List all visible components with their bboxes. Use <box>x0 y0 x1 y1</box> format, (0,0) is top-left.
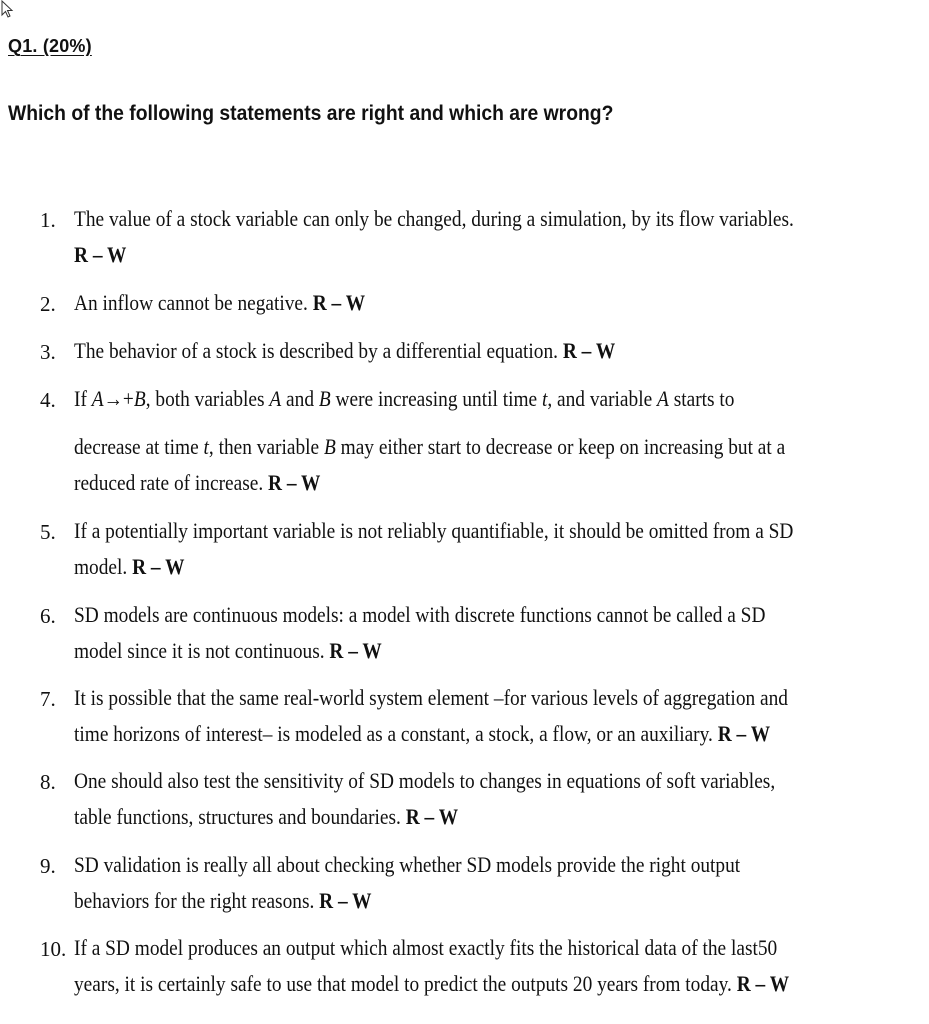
statement-text: It is possible that the same real-world system element –for various levels of aggregation and <box>74 685 788 710</box>
statement-text: One should also test the sensitivity of SD models to changes in equations of soft variables, <box>74 768 776 793</box>
item-number: 3. <box>40 340 56 364</box>
right-wrong-marker[interactable]: R – W <box>405 804 459 829</box>
right-wrong-marker[interactable]: R – W <box>268 470 321 495</box>
statement-text: If A→+B, both variables A and B were increasing until time t, and variable A starts to <box>74 386 735 411</box>
statement-text: The value of a stock variable can only be changed, during a simulation, by its flow variables. <box>74 206 794 231</box>
statement-text: behaviors for the right reasons. R – W <box>74 888 372 913</box>
right-wrong-marker[interactable]: R – W <box>717 721 771 746</box>
right-wrong-marker[interactable]: R – W <box>312 290 366 315</box>
statement-text: SD models are continuous models: a model with discrete functions cannot be called a SD <box>74 602 766 627</box>
item-number: 4. <box>40 388 56 412</box>
item-number: 5. <box>40 520 56 544</box>
statement-text: table functions, structures and boundaries. R – W <box>74 804 459 829</box>
statement-text: If a potentially important variable is not reliably quantifiable, it should be omitted from a SD <box>74 518 794 543</box>
item-number: 2. <box>40 292 56 316</box>
statement-text: model since it is not continuous. R – W <box>74 638 382 663</box>
item-number: 6. <box>40 604 56 628</box>
item-number: 8. <box>40 770 56 794</box>
item-number: 7. <box>40 687 56 711</box>
statement-text: time horizons of interest– is modeled as a constant, a stock, a flow, or an auxiliary. R – W <box>74 721 771 746</box>
right-wrong-marker[interactable]: R – W <box>562 338 616 363</box>
question-prompt: Which of the following statements are right and which are wrong? <box>8 102 614 125</box>
statement-text: model. R – W <box>74 554 185 579</box>
right-wrong-marker[interactable]: R – W <box>74 242 127 267</box>
question-title: Q1. (20%) <box>8 36 92 56</box>
right-wrong-marker[interactable]: R – W <box>319 888 372 913</box>
right-wrong-marker[interactable]: R – W <box>329 638 382 663</box>
statement-text: reduced rate of increase. R – W <box>74 470 321 495</box>
statement-text: An inflow cannot be negative. R – W <box>74 290 366 315</box>
statement-text: SD validation is really all about checking whether SD models provide the right output <box>74 852 741 877</box>
item-number: 9. <box>40 854 56 878</box>
statement-text: years, it is certainly safe to use that model to predict the outputs 20 years from today. R – W <box>74 971 790 996</box>
item-number: 1. <box>40 208 56 232</box>
statement-text: If a SD model produces an output which almost exactly fits the historical data of the last50 <box>74 935 778 960</box>
right-wrong-marker[interactable]: R – W <box>132 554 185 579</box>
statement-text: decrease at time t, then variable B may either start to decrease or keep on increasing but at a <box>74 434 786 459</box>
right-wrong-marker[interactable]: R – W <box>736 971 790 996</box>
item-number: 10. <box>40 937 67 961</box>
statement-text: The behavior of a stock is described by a differential equation. R – W <box>74 338 616 363</box>
